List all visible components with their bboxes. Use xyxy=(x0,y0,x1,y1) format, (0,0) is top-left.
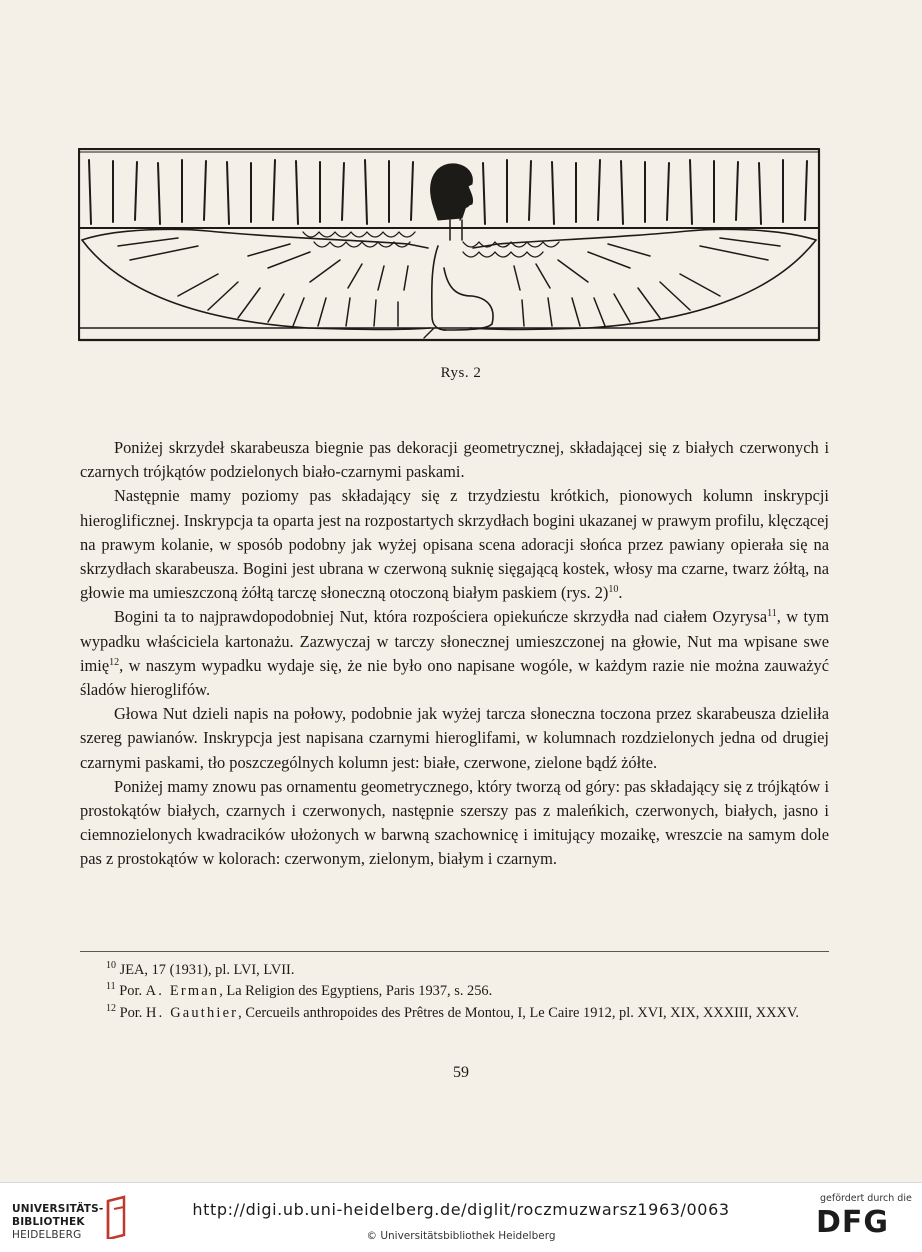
funding-label: gefördert durch die xyxy=(820,1193,912,1204)
hieroglyph-column-divider xyxy=(667,163,669,220)
hieroglyph-column-divider xyxy=(158,163,160,224)
hieroglyph-column-divider xyxy=(227,162,229,224)
hieroglyph-column-divider xyxy=(204,161,206,220)
paragraph: Bogini ta to najprawdopodobniej Nut, która rozpościera opiekuńcze skrzydła nad ciałem Ozyrysa$^{11}$, w tym wypadku właściciela kartonażu. Zazwyczaj w tarczy słonecznej umieszczonej na głowie, Nut ma wpisane swe imię$^{12}$, w naszym wypadku wydaje się, że nie było ono napisane wogóle, w każdym razie nie można zauważyć śladów hieroglifów. xyxy=(80,607,829,700)
copyright-notice: © Universitätsbibliothek Heidelberg xyxy=(366,1230,556,1242)
page-number: 59 xyxy=(453,1064,469,1081)
hieroglyph-column-divider xyxy=(598,160,600,220)
hieroglyph-column-divider xyxy=(365,160,367,224)
paragraph: Poniżej mamy znowu pas ornamentu geometrycznego, który tworzą od góry: pas składający się z trójkątów i prostokątów białych, czarnych i czerwonych, następnie szerszy pas z maleńkich, czerwonych, białych, jasno i ciemnozielonych kwadracików ułożonych w barwną szachownicę i imitujący mozaikę, wreszcie na samym dole pas z prostokątów w kolorach: czerwonym, zielonym, białym i czarnym. xyxy=(80,776,829,869)
hieroglyph-column-divider xyxy=(529,161,531,220)
hieroglyph-column-divider xyxy=(135,162,137,220)
permalink-url[interactable]: http://digi.ub.uni-heidelberg.de/diglit/roczmuzwarsz1963/0063 xyxy=(192,1200,730,1219)
hieroglyph-column-divider xyxy=(89,160,91,224)
hieroglyph-column-divider xyxy=(690,160,692,224)
footnotes xyxy=(80,960,829,1024)
footnote: $^{11}$ Por. A. Erman, La Religion des Egyptiens, Paris 1937, s. 256. xyxy=(106,981,493,1000)
library-name-line: UNIVERSITÄTS- xyxy=(12,1203,104,1215)
viewer-footer xyxy=(0,1182,922,1252)
hieroglyph-column-divider xyxy=(805,161,807,220)
dfg-wordmark: DFG xyxy=(816,1205,890,1240)
paragraph: Głowa Nut dzieli napis na połowy, podobnie jak wyżej tarcza słoneczna toczona przez skarabeusza dzieliła szereg pawianów. Inskrypcja jest napisana czarnymi hieroglifami, w kolumnach rozdzielonych jedna od drugiej czarnymi paskami, tło poszczególnych kolumn jest: białe, czerwone, zielone bądź żółte. xyxy=(80,704,829,772)
hieroglyph-column-divider xyxy=(552,162,554,224)
figure-caption: Rys. 2 xyxy=(440,365,482,381)
library-name-line: BIBLIOTHEK xyxy=(12,1216,85,1228)
figure-nut-illustration xyxy=(78,148,822,344)
hieroglyph-column-divider xyxy=(411,162,413,220)
hieroglyph-column-divider xyxy=(273,160,275,220)
hieroglyph-column-divider xyxy=(759,163,761,224)
body-text xyxy=(80,436,829,872)
hieroglyph-column-divider xyxy=(483,163,485,224)
hieroglyph-column-divider xyxy=(621,161,623,224)
library-name-line: HEIDELBERG xyxy=(12,1229,82,1241)
hieroglyph-column-divider xyxy=(296,161,298,224)
dfg-logo[interactable] xyxy=(816,1193,911,1245)
footnote-ref: 12 xyxy=(109,656,120,668)
paragraph: Następnie mamy poziomy pas składający się z trzydziestu krótkich, pionowych kolumn inskrypcji hieroglificznej. Inskrypcja ta oparta jest na rozpostartych skrzydłach bogini ukazanej w prawym profilu, klęczącej na prawym kolanie, w sposób podobny jak wyżej opisana scena adoracji słońca przez pawiany opierała się na skrzydłach skarabeusza. Bogini jest ubrana w czerwoną suknię sięgającą kostek, włosy ma czarne, twarz żółtą, na głowie ma umieszczoną żółtą tarczę słoneczną otoczoną białym paskiem (rys. 2)$^{10}$. xyxy=(80,486,829,603)
paragraph: Poniżej skrzydeł skarabeusza biegnie pas dekoracji geometrycznej, składającej się z białych czerwonych i czarnych trójkątów podzielonych biało-czarnymi paskami. xyxy=(80,438,829,482)
footnote: $^{12}$ Por. H. Gauthier, Cercueils anthropoides des Prêtres de Montou, I, Le Caire 1912, pl. XVI, XIX, XXXIII, XXXV. xyxy=(106,1002,800,1021)
hieroglyph-column-divider xyxy=(342,163,344,220)
footnote-ref: 10 xyxy=(608,584,619,596)
footnote-ref: 11 xyxy=(767,608,777,620)
footnote-rule xyxy=(80,951,829,952)
nut-drawing xyxy=(78,148,822,344)
footnote: $^{10}$ JEA, 17 (1931), pl. LVI, LVII. xyxy=(106,960,295,978)
hieroglyph-column-divider xyxy=(736,162,738,220)
